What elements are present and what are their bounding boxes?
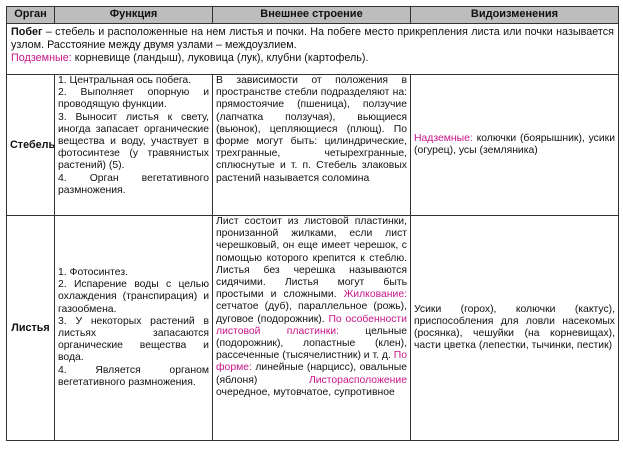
edge-label: По особенности листовой пластинки: (216, 313, 407, 337)
organ-table (6, 6, 619, 441)
document-table-wrapper (6, 6, 618, 441)
stem-modifications (411, 75, 619, 216)
header-row (7, 7, 619, 24)
intro-row (7, 24, 619, 75)
leaf-function-4: 4. Является органом вегетативного размножения. (58, 364, 209, 388)
leaf-function-3: 3. У некоторых растений в листьях запасаются органические вещества и вода. (58, 315, 209, 364)
venation-text: сетчатое (дуб), параллельное (рожь), дуговое (подорожник). (216, 301, 407, 325)
leaf-function-1: 1. Фотосинтез. (58, 266, 129, 278)
intro-cell (7, 24, 619, 75)
stem-functions (55, 75, 213, 216)
leaf-organ: Листья (7, 216, 55, 441)
venation-label: Жилкование: (343, 289, 407, 301)
stem-function-1: 1. Центральная ось побега. (58, 75, 192, 86)
arrangement-text: очередное, мутовчатое, супротивное (216, 386, 395, 398)
stem-modifications-label: Надземные: (414, 132, 473, 144)
intro-text: – стебель и расположенные на нем листья и почки. На побеге место прикрепления листа или почки называется узлом. Расстояние между двумя узлами – междоузлием. (11, 26, 614, 51)
stem-function-4: 4. Орган вегетативного размножения. (58, 172, 209, 196)
stem-modifications-text: колючки (боярышник), усики (огурец), усы (земляника) (414, 132, 615, 156)
stem-function-2: 2. Выполняет опорную и проводящую функции. (58, 87, 209, 111)
underground-label: Подземные: (11, 52, 72, 64)
leaf-structure (213, 216, 411, 441)
header-function: Функция (55, 7, 213, 24)
shape-text: линейные (нарцисс), овальные (яблоня) (216, 362, 407, 386)
stem-organ: Стебель (7, 75, 55, 216)
header-modifications: Видоизменения (411, 7, 619, 24)
leaf-function-2: 2. Испарение воды с целью охлаждения (транспирация) и газообмена. (58, 279, 209, 315)
shape-label: По форме: (216, 350, 407, 374)
underground-text: корневище (ландыш), луковица (лук), клубни (картофель). (71, 52, 369, 64)
leaf-row (7, 216, 619, 441)
leaf-modifications: Усики (горох), колючки (кактус), приспособления для ловли насекомых (росянка), чешуйки (на корневищах), части цветка (лепестки, тычинки, пестик) (411, 216, 619, 441)
intro-term: Побег (11, 26, 43, 38)
stem-function-3: 3. Выносит листья к свету, иногда запасает органические вещества и воду, участвует в фотосинтезе (у травянистых растений) (5). (58, 111, 209, 172)
arrangement-label: Листорасположение (308, 374, 407, 386)
leaf-functions (55, 216, 213, 441)
header-organ: Орган (7, 7, 55, 24)
header-structure: Внешнее строение (213, 7, 411, 24)
edge-text: цельные (подорожник), лопастные (клен), рассеченные (тысячелистник) и т. д. (216, 325, 407, 362)
stem-row (7, 75, 619, 216)
stem-structure: В зависимости от положения в пространстве стебли подразделяют на: прямостоячие (пшеница), ползучие (лапчатка ползучая), вьющиеся (вьюнок), цепляющиеся (плющ). По форме могут быть: цилиндрические, трехгранные, четырехгранные, сплюснутые и т. п. Стебель злаковых растений называется соломина (213, 75, 411, 216)
leaf-structure-intro: Лист состоит из листовой пластинки, пронизанной жилками, если лист черешковый, он еще имеет черешок, с помощью которого крепится к стеблю. Листья без черешка называются сидячими. Листья могут быть простыми и сложными. (216, 216, 407, 301)
